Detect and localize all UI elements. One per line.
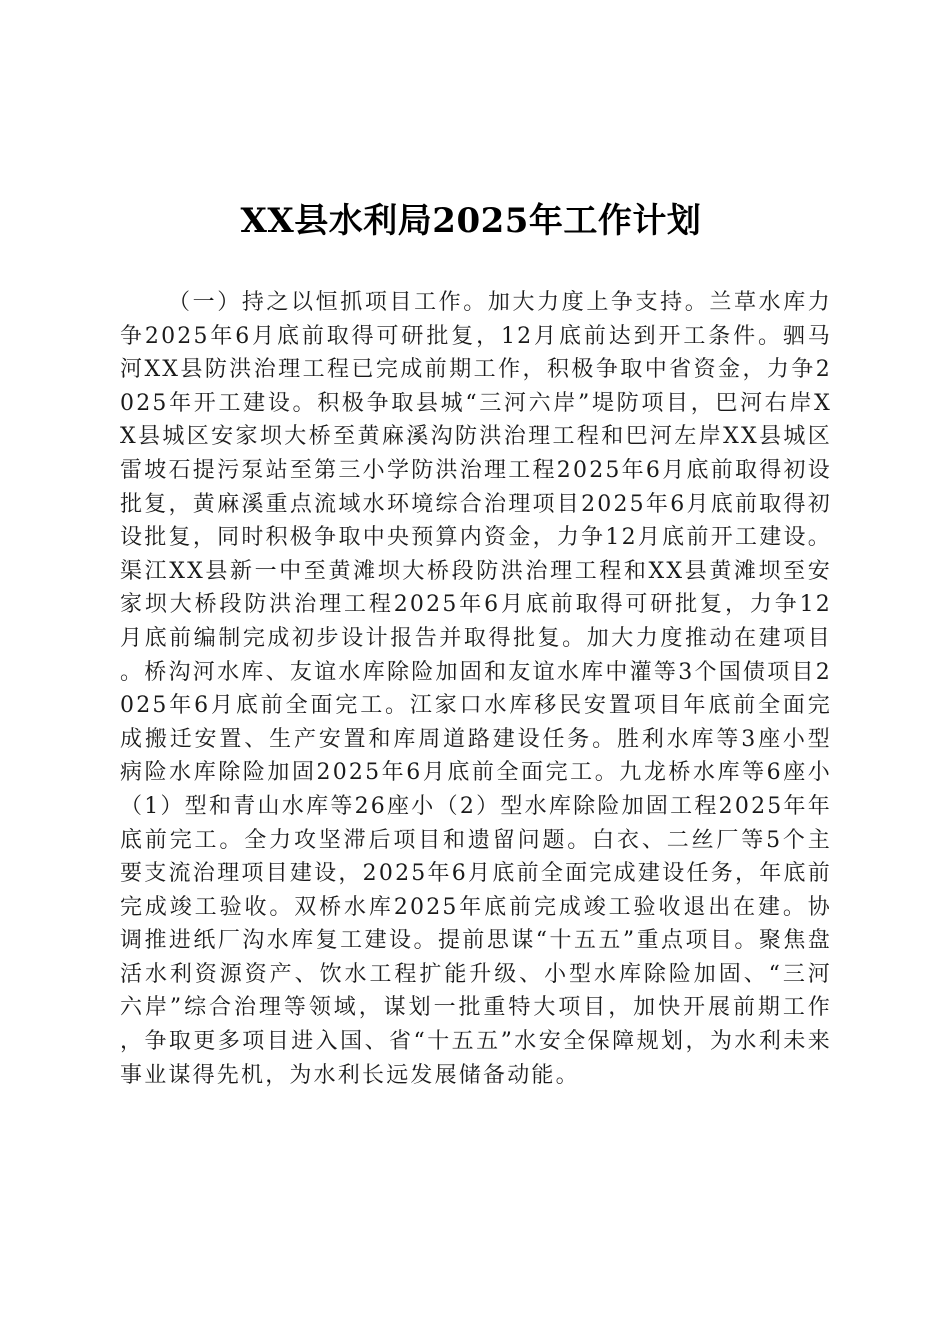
document-title: XX县水利局2025年工作计划 bbox=[240, 201, 702, 241]
body-paragraph: （一）持之以恒抓项目工作。加大力度上争支持。兰草水库力争2025年6月底前取得可研批复，12月底前达到开工条件。驷马河XX县防洪治理工程已完成前期工作，积极争取中省资金，力争2025年开工建设。积极争取县城“三河六岸”堤防项目，巴河右岸XX县城区安家坝大桥至黄麻溪沟防洪治理工程和巴河左岸XX县城区雷坡石提污泵站至第三小学防洪治理工程2025年6月底前取得初设批复，黄麻溪重点流域水环境综合治理项目2025年6月底前取得初设批复，同时积极争取中央预算内资金，力争12月底前开工建设。渠江XX县新一中至黄滩坝大桥段防洪治理工程和XX县黄滩坝至安家坝大桥段防洪治理工程2025年6月底前取得可研批复，力争12月底前编制完成初步设计报告并取得批复。加大力度推动在建项目。桥沟河水库、友谊水库除险加固和友谊水库中灌等3个国债项目2025年6月底前全面完工。江家口水库移民安置项目年底前全面完成搬迁安置、生产安置和库周道路建设任务。胜利水库等3座小型病险水库除险加固2025年6月底前全面完工。九龙桥水库等6座小（1）型和青山水库等26座小（2）型水库除险加固工程2025年年底前完工。全力攻坚滞后项目和遗留问题。白衣、二丝厂等5个主要支流治理项目建设，2025年6月底前全面完成建设任务，年底前完成竣工验收。双桥水库2025年底前完成竣工验收退出在建。协调推进纸厂沟水库复工建设。提前思谋“十五五”重点项目。聚焦盘活水利资源资产、饮水工程扩能升级、小型水库除险加固、“三河六岸”综合治理等领域，谋划一批重特大项目，加快开展前期工作，争取更多项目进入国、省“十五五”水安全保障规划，为水利未来事业谋得先机，为水利长远发展储备动能。 bbox=[120, 290, 832, 1088]
